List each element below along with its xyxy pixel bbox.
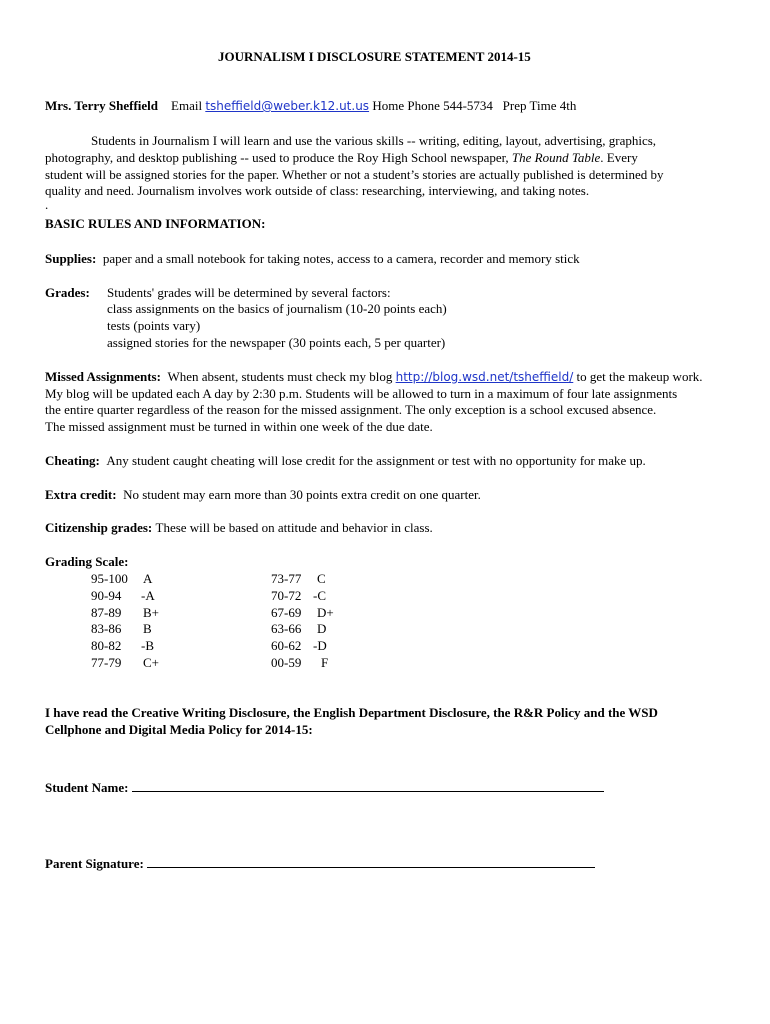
grade-letter: -D [313, 638, 327, 654]
grade-range: 77-79 [91, 654, 122, 670]
grade-row [271, 570, 334, 587]
grade-letter: F [321, 654, 329, 670]
prep-time: Prep Time 4th [502, 98, 577, 113]
intro-line-2 [45, 149, 638, 166]
citizenship-text: These will be based on attitude and behavior in class. [155, 520, 433, 535]
grade-range: 87-89 [91, 604, 122, 620]
grade-row [91, 587, 159, 604]
student-name-label: Student Name: [45, 780, 129, 795]
missed-line-3: the entire quarter regardless of the reason for the missed assignment. The only exception is a school excused absence. [45, 402, 657, 417]
intro-line-4: quality and need. Journalism involves work outside of class: researching, interviewing, and taking notes. [45, 183, 590, 198]
citizenship-label: Citizenship grades: [45, 520, 153, 535]
grade-row [91, 637, 159, 654]
grading-scale-right [271, 570, 334, 671]
stray-dot: . [45, 197, 49, 212]
cheating-label: Cheating: [45, 453, 100, 468]
page-title: JOURNALISM I DISCLOSURE STATEMENT 2014-15 [218, 49, 531, 64]
grade-letter: B+ [143, 604, 160, 620]
newspaper-name: The Round Table [511, 150, 601, 165]
student-name-line[interactable] [132, 779, 604, 792]
parent-signature-label: Parent Signature: [45, 856, 144, 871]
extra-credit-text: No student may earn more than 30 points extra credit on one quarter. [123, 487, 481, 502]
grading-scale-left [91, 570, 159, 671]
grade-letter: D [317, 621, 327, 637]
grade-row [91, 654, 159, 671]
intro-line-1: Students in Journalism I will learn and use the various skills -- writing, editing, layout, advertising, graphics, [91, 133, 657, 148]
grade-letter: B [143, 621, 152, 637]
grade-row [91, 570, 159, 587]
acknowledgement-line-1: I have read the Creative Writing Disclosure, the English Department Disclosure, the R&R Policy and the WSD [45, 705, 658, 720]
grade-row [271, 587, 334, 604]
grades-line-2: class assignments on the basics of journalism (10-20 points each) [107, 301, 447, 316]
citizenship-section [45, 519, 433, 536]
grades-line-3: tests (points vary) [107, 318, 201, 333]
grade-range: 95-100 [91, 571, 128, 586]
missed-label: Missed Assignments: [45, 369, 161, 384]
parent-signature-row [45, 855, 595, 872]
teacher-info [45, 97, 576, 115]
cheating-section [45, 452, 646, 469]
grade-range: 90-94 [91, 587, 122, 603]
grade-range: 73-77 [271, 571, 302, 586]
cheating-text: Any student caught cheating will lose credit for the assignment or test with no opportunity for make up. [106, 453, 646, 468]
parent-signature-line[interactable] [147, 855, 595, 868]
blog-link[interactable]: http://blog.wsd.net/tsheffield/ [395, 370, 574, 384]
grade-row [91, 604, 159, 621]
supplies-label: Supplies: [45, 251, 97, 266]
missed-line-2: My blog will be updated each A day by 2:30 p.m. Students will be allowed to turn in a maximum of four late assignments [45, 386, 678, 401]
grade-row [91, 620, 159, 637]
grade-range: 60-62 [271, 638, 302, 654]
extra-credit-label: Extra credit: [45, 487, 117, 502]
grade-letter: A [143, 571, 153, 586]
intro-line-2-end: . Every [600, 150, 638, 165]
grade-range: 70-72 [271, 587, 302, 603]
grade-letter: -B [141, 638, 154, 654]
grade-row [271, 637, 334, 654]
grades-line-4: assigned stories for the newspaper (30 points each, 5 per quarter) [107, 335, 446, 350]
acknowledgement-line-2: Cellphone and Digital Media Policy for 2014-15: [45, 722, 313, 737]
grades-label: Grades: [45, 285, 90, 300]
teacher-name: Mrs. Terry Sheffield [45, 98, 159, 113]
grade-range: 83-86 [91, 621, 122, 637]
grade-row [271, 604, 334, 621]
email-label: Email [171, 98, 203, 113]
grade-range: 63-66 [271, 621, 302, 637]
grade-range: 00-59 [271, 654, 302, 670]
extra-credit-section [45, 486, 481, 503]
supplies-text: paper and a small notebook for taking notes, access to a camera, recorder and memory stick [102, 251, 580, 266]
grade-row [271, 654, 334, 671]
email-link[interactable]: tsheffield@weber.k12.ut.us [205, 99, 370, 113]
grade-letter: -A [141, 587, 155, 603]
intro-line-3: student will be assigned stories for the paper. Whether or not a student’s stories are actually published is determined by [45, 167, 664, 182]
missed-line-4: The missed assignment must be turned in within one week of the due date. [45, 419, 433, 434]
missed-line-1 [45, 368, 703, 386]
grade-row [271, 620, 334, 637]
intro-line-2-text: photography, and desktop publishing -- used to produce the Roy High School newspaper, [45, 150, 512, 165]
missed-text: When absent, students must check my blog [167, 369, 396, 384]
grade-letter: C+ [143, 654, 160, 670]
rules-heading: BASIC RULES AND INFORMATION: [45, 216, 266, 231]
grade-letter: D+ [317, 604, 334, 620]
grade-letter: -C [313, 587, 326, 603]
missed-text-end: to get the makeup work. [573, 369, 703, 384]
grade-range: 80-82 [91, 638, 122, 654]
supplies-section [45, 250, 580, 267]
grading-scale-label: Grading Scale: [45, 554, 129, 569]
home-phone: Home Phone 544-5734 [372, 98, 493, 113]
student-name-row [45, 779, 604, 796]
grade-range: 67-69 [271, 604, 302, 620]
grades-line-1: Students' grades will be determined by several factors: [107, 285, 391, 300]
grade-letter: C [317, 571, 326, 586]
